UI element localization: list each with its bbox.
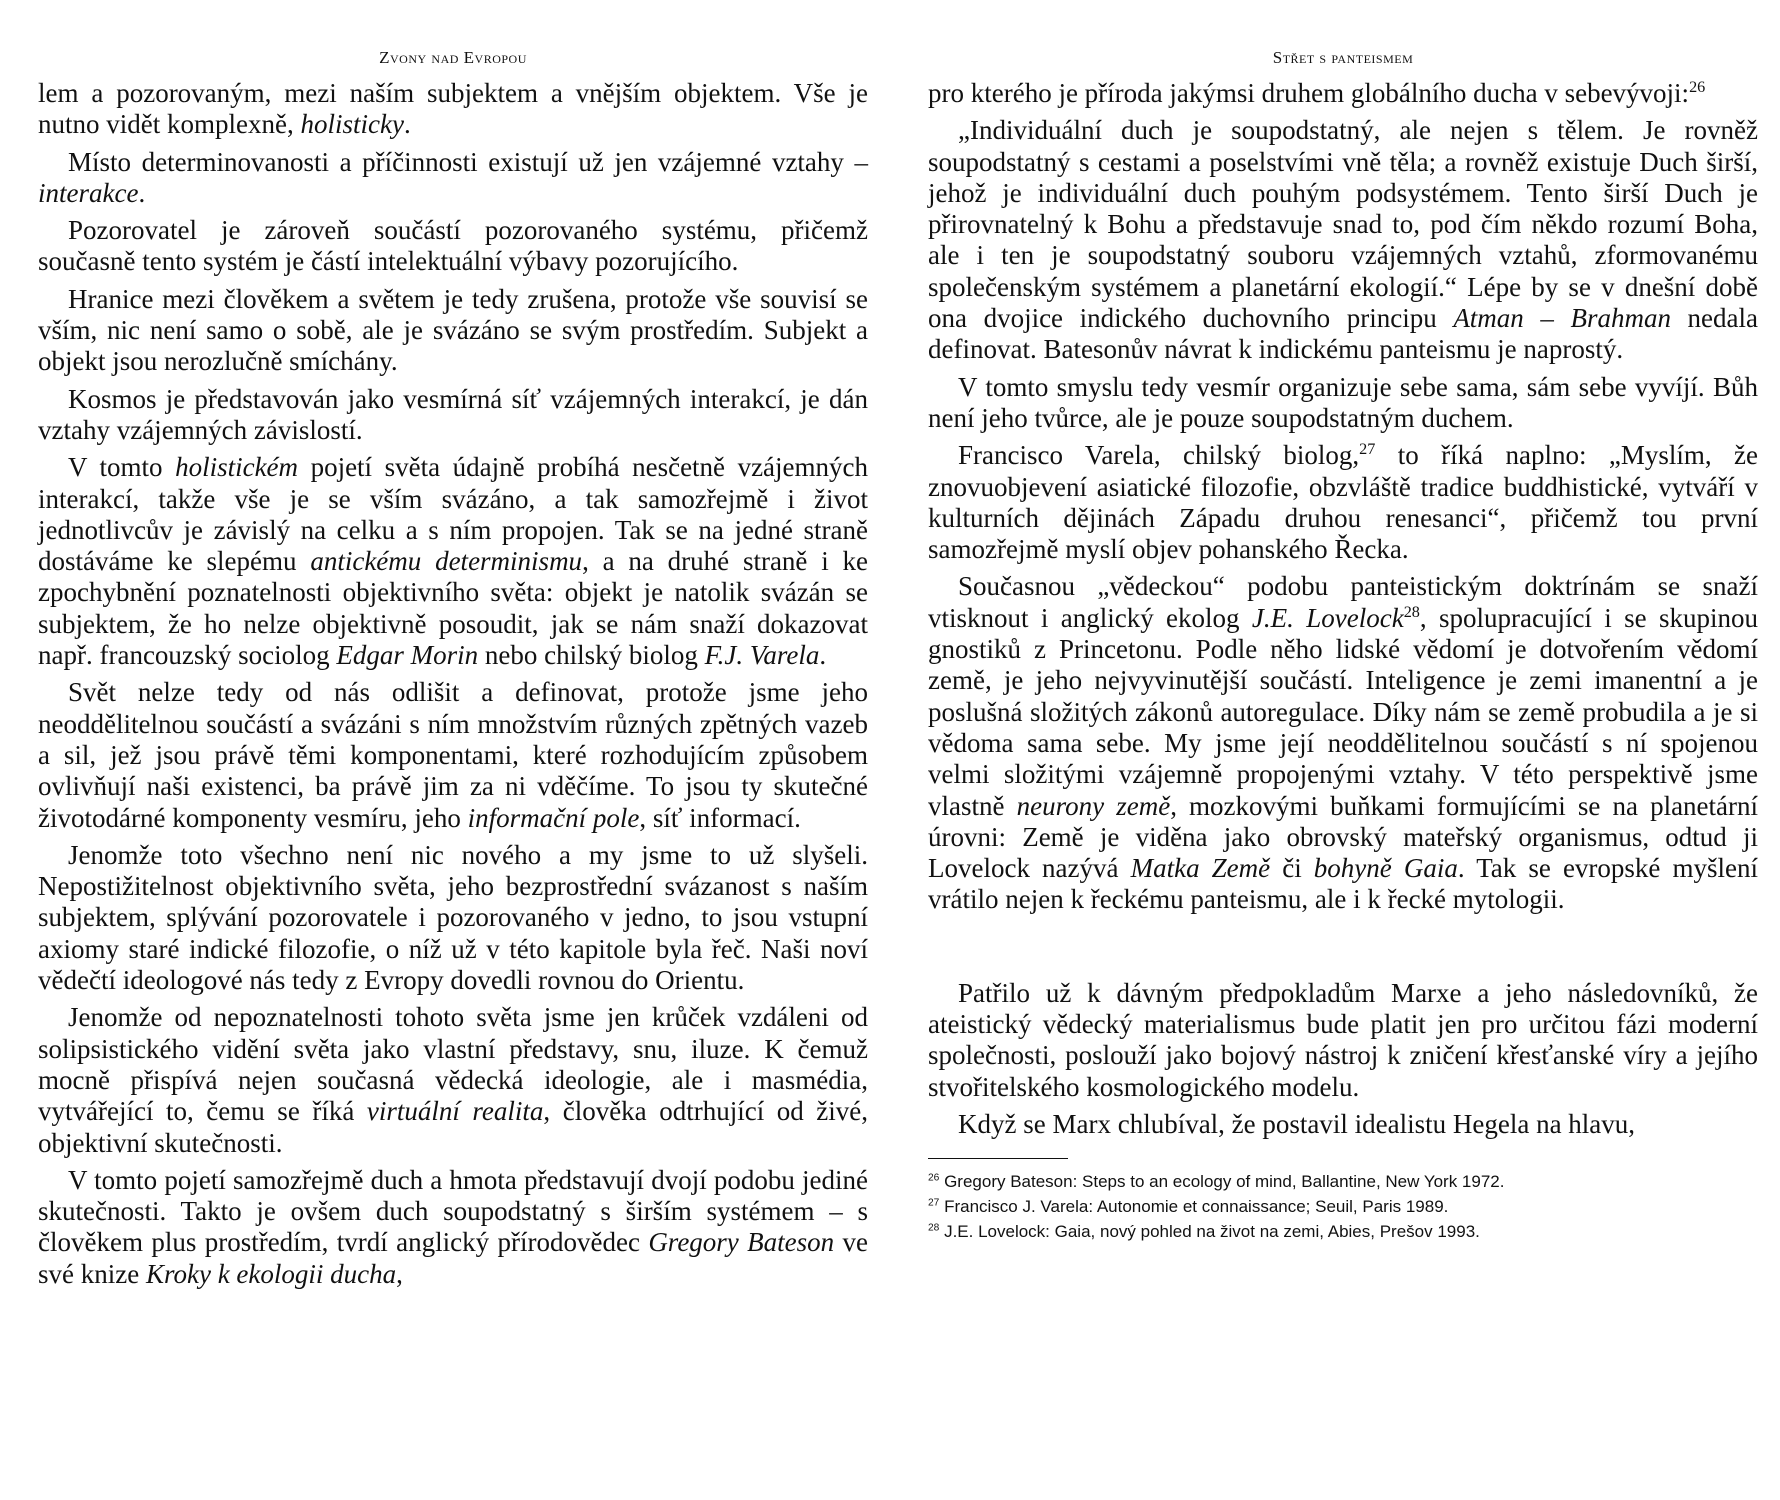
emphasis: antickému determinismu: [310, 546, 583, 577]
paragraph: [38, 384, 868, 447]
emphasis: Edgar Morin: [336, 640, 479, 671]
footnote-number: 27: [928, 1197, 940, 1209]
paragraph: [38, 1002, 868, 1158]
text-run: V tomto pojetí samozřejmě duch a hmota představují dvojí podobu jediné skutečnosti. Takto je ovšem duch soupodstatný s širším systémem – s člověkem plus prostředím, tvrdí anglický přírodovědec: [38, 1164, 868, 1258]
text-run: . Tak se evropské myšlení vrátilo nejen k řeckému panteismu, ale i k řecké mytologii.: [928, 853, 1758, 915]
text-run: Současnou „vědeckou“ podobu panteistickým doktrínám se snaží vtisknout i anglický ekolog: [928, 571, 1758, 633]
text-run: .: [403, 109, 411, 140]
text-run: Pozorovatel je zároveň součástí pozorovaného systému, přičemž současně tento systém je částí intelektuální výbavy pozorujícího.: [38, 215, 868, 277]
footnote-number: 28: [928, 1222, 940, 1234]
right-page-body: [928, 78, 1758, 1140]
text-run: .: [819, 640, 827, 671]
emphasis: bohyně Gaia: [1313, 853, 1458, 884]
text-run: nebo chilský biolog: [478, 640, 705, 671]
emphasis: Gregory Bateson: [648, 1227, 835, 1258]
emphasis: Matka Země: [1130, 853, 1271, 884]
text-run: Jenomže toto všechno není nic nového a my jsme to už slyšeli. Nepostižitelnost objektivního světa, jeho bezprostřední svázanost s naším subjektem, splývání pozorovatele i pozorovaného v jedno, to jsou vstupní axiomy staré indické filozofie, o níž už v této kapitole byla řeč. Naši noví vědečtí ideologové nás tedy z Evropy dovedli rovnou do Orientu.: [38, 839, 868, 996]
text-run: lem a pozorovaným, mezi naším subjektem a vnějším objektem. Vše je nutno vidět komplexně,: [38, 78, 868, 140]
paragraph: [38, 840, 868, 996]
paragraph: [928, 372, 1758, 435]
paragraph: [38, 284, 868, 378]
text-run: či: [1270, 853, 1314, 884]
left-page: [38, 0, 868, 1296]
footnote-rule: [928, 1158, 1068, 1159]
text-run: .: [138, 177, 146, 208]
emphasis: neurony země: [1016, 790, 1171, 821]
paragraph: [38, 147, 868, 210]
text-run: , mozkovými buňkami formujícími se na planetární úrovni: Země je viděna jako obrovský mateřský organismus, odtud ji Lovelock nazývá: [928, 790, 1759, 884]
left-page-body: [38, 78, 868, 1290]
footnote-text: Gregory Bateson: Steps to an ecology of mind, Ballantine, New York 1972.: [944, 1172, 1505, 1192]
text-run: pro kterého je příroda jakýmsi druhem globálního ducha v sebevývoji:: [928, 78, 1690, 108]
text-run: , síť informací.: [639, 802, 801, 833]
running-head-right: Střet s panteismem: [1272, 48, 1414, 67]
text-run: Francisco Varela, chilský biolog,: [958, 440, 1360, 471]
text-run: to říká naplno: „Myslím, že znovuobjevení asiatické filozofie, obzvláště tradice buddhistické, vytváří v kulturních dějinách Západu druhou renesanci“, přičemž tou první samozřejmě myslí objev pohanského Řecka.: [928, 440, 1758, 565]
text-run: ,: [396, 1258, 403, 1289]
footnote-28: [928, 1219, 1758, 1244]
paragraph: [38, 215, 868, 278]
footnotes: [928, 1169, 1758, 1244]
text-run: , a na druhé straně i ke zpochybnění poznatelnosti objektivního světa: objekt je natolik svázán se subjektem, že ho nelze objektivně posoudit, jak se nám snaží dokazovat např. francouzský sociolog: [38, 546, 868, 671]
text-run: pojetí světa údajně probíhá nesčetně vzájemných interakcí, takže vše je se vším svázáno, a tak samozřejmě i život jednotlivcův je závislý na celku a s ním propojen. Tak se na jedné straně dostáváme ke slepému: [38, 452, 869, 577]
text-run: nedala definovat. Batesonův návrat k indickému panteismu je naprostý.: [928, 303, 1759, 365]
paragraph: [928, 440, 1758, 565]
emphasis: virtuální realita: [366, 1096, 544, 1127]
paragraph: [928, 978, 1758, 1103]
text-run: Kosmos je představován jako vesmírná síť vzájemných interakcí, je dán vztahy vzájemných závislostí.: [38, 383, 868, 445]
paragraph: [928, 115, 1758, 365]
emphasis: holisticky: [300, 109, 404, 140]
text-run: Jenomže od nepoznatelnosti tohoto světa jsme jen krůček vzdáleni od solipsistického vidění světa jako vlastní představy, snu, iluze. K čemuž mocně přispívá nejen současná vědecká ideologie, ale i masmédia, vytvářející to, čemu se říká: [38, 1002, 868, 1127]
footnote-ref: 27: [1359, 440, 1376, 459]
footnote-26: [928, 1169, 1758, 1194]
emphasis: F.J. Varela: [704, 640, 820, 671]
text-run: Patřilo už k dávným předpokladům Marxe a jeho následovníků, že ateistický vědecký materialismus bude platit jen pro určitou fázi moderní společnosti, poslouží jako bojový nástroj k zničení křesťanské víry a jejího stvořitelského kosmologického modelu.: [928, 977, 1758, 1102]
paragraph: [928, 78, 1758, 109]
text-run: Hranice mezi člověkem a světem je tedy zrušena, protože vše souvisí se vším, nic není samo o sobě, ale je svázáno se svým prostředím. Subjekt a objekt jsou nerozlučně smíchány.: [38, 283, 868, 377]
footnote-number: 26: [928, 1172, 940, 1184]
text-run: Když se Marx chlubíval, že postavil idealistu Hegela na hlavu,: [958, 1108, 1636, 1139]
right-page: [928, 0, 1758, 1244]
emphasis: informační pole: [467, 802, 640, 833]
emphasis: J.E. Lovelock: [1251, 602, 1404, 633]
paragraph: [38, 78, 868, 141]
emphasis: Kroky k ekologii ducha: [145, 1258, 397, 1289]
footnote-text: J.E. Lovelock: Gaia, nový pohled na život na zemi, Abies, Prešov 1993.: [944, 1222, 1480, 1242]
text-run: V tomto: [68, 452, 176, 483]
paragraph: [38, 452, 868, 671]
text-run: Svět nelze tedy od nás odlišit a definovat, protože jsme jeho neoddělitelnou součástí a svázáni s ním množstvím různých zpětných vazeb a sil, jež jsou právě těmi komponentami, které rozhodujícím způsobem ovlivňují naši existenci, ba právě jim za ni vděčíme. To jsou ty skutečné životodárné komponenty vesmíru, jeho: [38, 677, 868, 833]
text-run: , člověka odtrhující od živé, objektivní skutečnosti.: [38, 1096, 869, 1158]
paragraph: [38, 677, 868, 833]
text-run: , spolupracující i se skupinou gnostiků z Princetonu. Podle něho lidské vědomí je dotvořením vědomí země, je jeho nejvyvinutější součástí. Inteligence je zemi imanentní a je poslušná složitých zákonů autoregulace. Díky nám se země probudila a je si vědoma sama sebe. My jsme její neoddělitelnou součástí s ní spojenou velmi složitými vzájemně propojenými vztahy. V této perspektivě jsme vlastně: [928, 602, 1758, 821]
footnote-27: [928, 1194, 1758, 1219]
text-run: V tomto smyslu tedy vesmír organizuje sebe sama, sám sebe vyvíjí. Bůh není jeho tvůrce, ale je pouze soupodstatným duchem.: [928, 371, 1758, 433]
text-run: Místo determinovanosti a příčinnosti existují už jen vzájemné vztahy –: [68, 146, 868, 177]
paragraph: [38, 1165, 868, 1290]
text-run: „Individuální duch je soupodstatný, ale nejen s tělem. Je rovněž soupodstatný s cestami a poselstvími vně těla; a rovněž existuje Duch širší, jehož je individuální duch pouhým podsystémem. Tento širší Duch je přirovnatelný k Bohu a představuje snad to, pod čím někdo rozumí Boha, ale i ten je soupodstatný souboru vzájemných vztahů, zformovanému společenským systémem a planetární ekologií.“ Lépe by se v dnešní době ona dvojice indického duchovního principu: [928, 115, 1758, 334]
footnote-ref: 28: [1403, 602, 1420, 621]
emphasis: interakce: [38, 177, 139, 208]
running-head-left: Zvony nad Evropou: [379, 48, 527, 67]
paragraph: [928, 571, 1758, 915]
text-run: ve své knize: [38, 1227, 869, 1289]
emphasis: Atman – Brahman: [1453, 303, 1671, 334]
section-gap: [928, 922, 1758, 978]
emphasis: holistickém: [175, 452, 299, 483]
paragraph: [928, 1109, 1758, 1140]
footnote-text: Francisco J. Varela: Autonomie et connaissance; Seuil, Paris 1989.: [944, 1197, 1449, 1217]
footnote-ref: 26: [1689, 78, 1706, 96]
